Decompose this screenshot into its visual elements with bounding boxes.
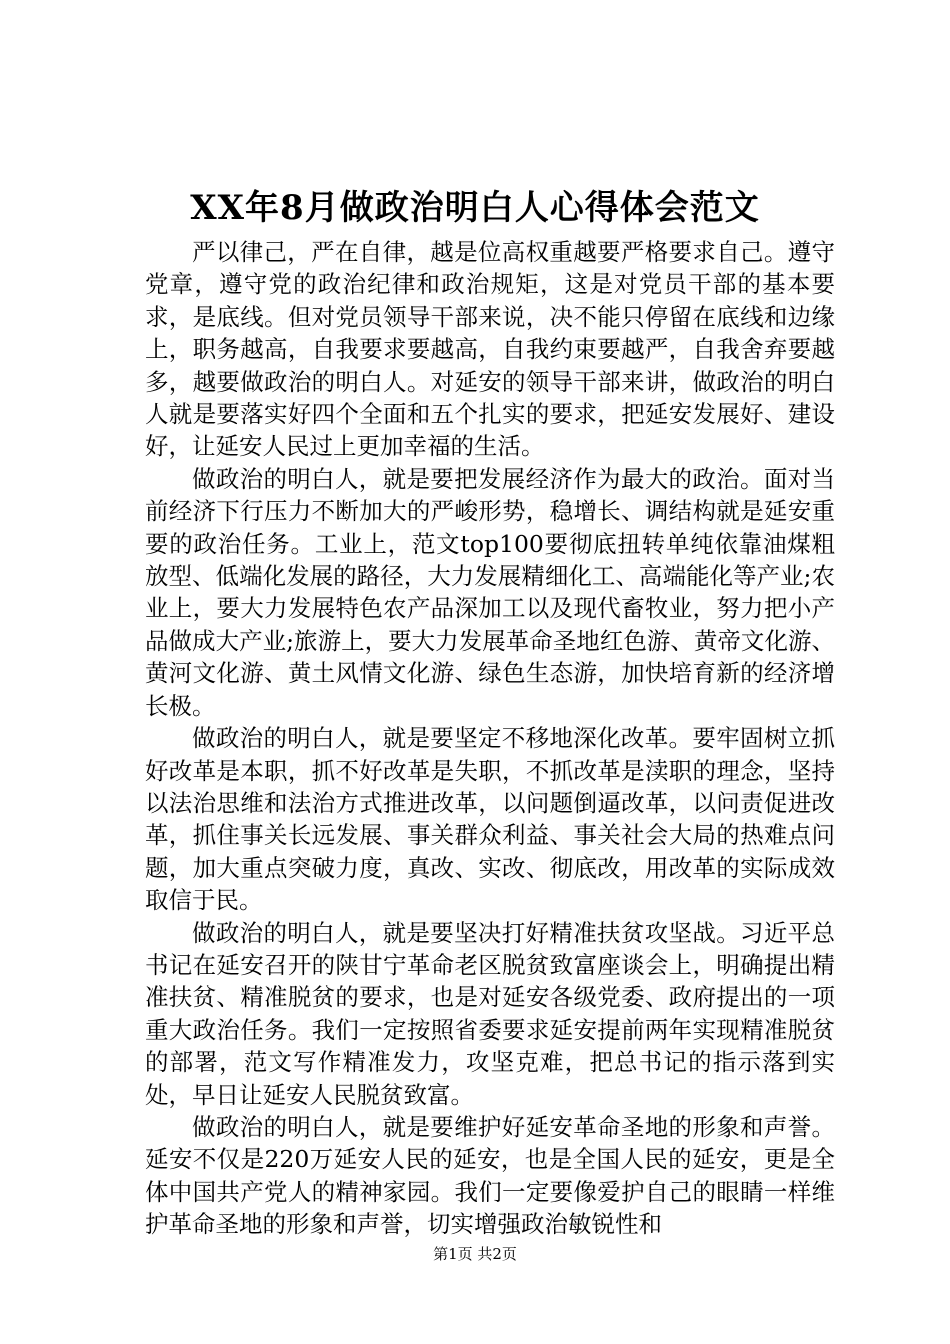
document-title: XX年8月做政治明白人心得体会范文 <box>190 188 760 228</box>
document-body <box>145 236 835 1241</box>
paragraph: 做政治的明白人，就是要维护好延安革命圣地的形象和声誉。延安不仅是220万延安人民的延安，也是全国人民的延安，更是全体中国共产党人的精神家园。我们一定要像爱护自己的眼睛一样维护革命圣地的形象和声誉，切实增强政治敏锐性和 <box>145 1112 835 1239</box>
paragraph: 做政治的明白人，就是要坚决打好精准扶贫攻坚战。习近平总书记在延安召开的陕甘宁革命老区脱贫致富座谈会上，明确提出精准扶贫、精准脱贫的要求，也是对延安各级党委、政府提出的一项重大政治任务。我们一定按照省委要求延安提前两年实现精准脱贫的部署，范文写作精准发力，攻坚克难，把总书记的指示落到实处，早日让延安人民脱贫致富。 <box>145 918 835 1109</box>
paragraph: 做政治的明白人，就是要坚定不移地深化改革。要牢固树立抓好改革是本职，抓不好改革是失职，不抓改革是渎职的理念，坚持以法治思维和法治方式推进改革，以问题倒逼改革，以问责促进改革，抓住事关长远发展、事关群众利益、事关社会大局的热难点问题，加大重点突破力度，真改、实改、彻底改，用改革的实际成效取信于民。 <box>145 724 835 915</box>
paragraph: 做政治的明白人，就是要把发展经济作为最大的政治。面对当前经济下行压力不断加大的严峻形势，稳增长、调结构就是延安重要的政治任务。工业上，范文top100要彻底扭转单纯依靠油煤粗放型、低端化发展的路径，大力发展精细化工、高端能化等产业;农业上，要大力发展特色农产品深加工以及现代畜牧业，努力把小产品做成大产业;旅游上，要大力发展革命圣地红色游、黄帝文化游、黄河文化游、黄土风情文化游、绿色生态游，加快培育新的经济增长极。 <box>145 464 835 720</box>
page-footer: 第1页 共2页 <box>433 1245 517 1263</box>
paragraph: 严以律己，严在自律，越是位高权重越要严格要求自己。遵守党章，遵守党的政治纪律和政治规矩，这是对党员干部的基本要求，是底线。但对党员领导干部来说，决不能只停留在底线和边缘上，职务越高，自我要求要越高，自我约束要越严，自我舍弃要越多，越要做政治的明白人。对延安的领导干部来讲，做政治的明白人就是要落实好四个全面和五个扎实的要求，把延安发展好、建设好，让延安人民过上更加幸福的生活。 <box>145 238 835 461</box>
